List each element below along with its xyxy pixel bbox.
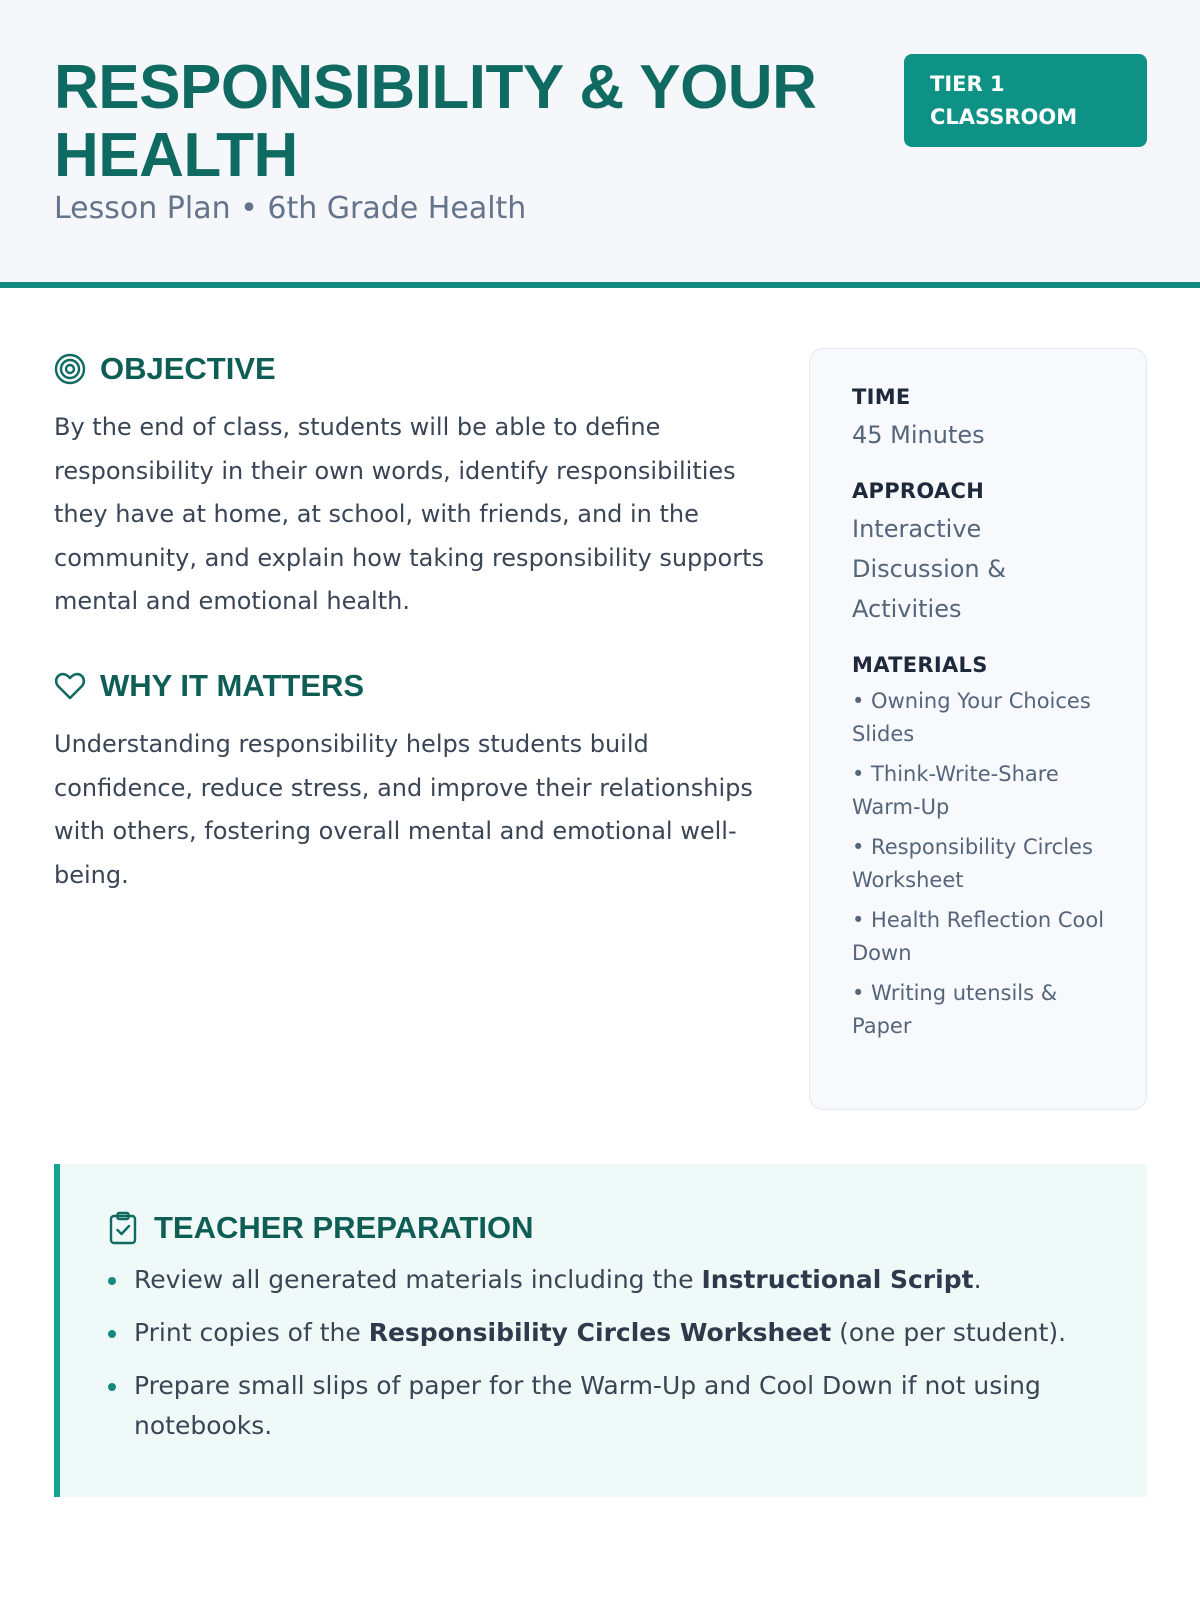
prep-list: [106, 1260, 1106, 1459]
material-item: • Think-Write-Share Warm-Up: [852, 762, 1059, 819]
prep-heading-label: TEACHER PREPARATION: [154, 1210, 534, 1245]
title-line-1: RESPONSIBILITY & YOUR: [54, 53, 817, 122]
objective-heading-label: OBJECTIVE: [100, 351, 276, 386]
clipboard-check-icon: [108, 1211, 142, 1245]
teacher-preparation-panel: [54, 1164, 1147, 1497]
heart-icon: [54, 669, 88, 703]
materials-label: MATERIALS: [852, 653, 988, 677]
material-item: • Responsibility Circles Worksheet: [852, 835, 1093, 892]
subtitle: Lesson Plan • 6th Grade Health: [54, 191, 527, 226]
prep-item: Review all generated materials including the Instructional Script.: [106, 1260, 1106, 1300]
target-icon: [54, 352, 88, 386]
material-item: • Health Reflection Cool Down: [852, 908, 1105, 965]
material-item: • Owning Your Choices Slides: [852, 689, 1091, 746]
why-heading: [54, 668, 364, 704]
why-text: Understanding responsibility helps students build confidence, reduce stress, and improve their relationships with others, fostering overall mental and emotional well-being.: [54, 730, 753, 889]
lesson-info-card: [809, 348, 1147, 1110]
prep-heading: [108, 1210, 533, 1246]
page-title: [54, 54, 844, 190]
objective-heading: [54, 351, 276, 387]
time-block: [852, 385, 1106, 455]
material-item: • Writing utensils & Paper: [852, 981, 1058, 1038]
title-line-2: HEALTH: [54, 121, 298, 190]
prep-item: Prepare small slips of paper for the Warm-Up and Cool Down if not using notebooks.: [106, 1366, 1106, 1446]
why-heading-label: WHY IT MATTERS: [100, 668, 365, 703]
approach-value: Interactive Discussion & Activities: [852, 515, 1006, 623]
tier-badge: [904, 54, 1147, 147]
prep-item: Print copies of the Responsibility Circles Worksheet (one per student).: [106, 1313, 1106, 1353]
badge-line-1: TIER 1: [930, 72, 1005, 96]
badge-line-2: CLASSROOM: [930, 105, 1078, 129]
time-label: TIME: [852, 385, 911, 409]
materials-block: [852, 653, 1106, 1043]
header: [0, 0, 1200, 288]
approach-label: APPROACH: [852, 479, 985, 503]
approach-block: [852, 479, 1106, 629]
time-value: 45 Minutes: [852, 421, 985, 449]
objective-text: By the end of class, students will be able to define responsibility in their own words, identify responsibilities they have at home, at school, with friends, and in the community, and explain how taking responsibility supports mental and emotional health.: [54, 413, 764, 615]
